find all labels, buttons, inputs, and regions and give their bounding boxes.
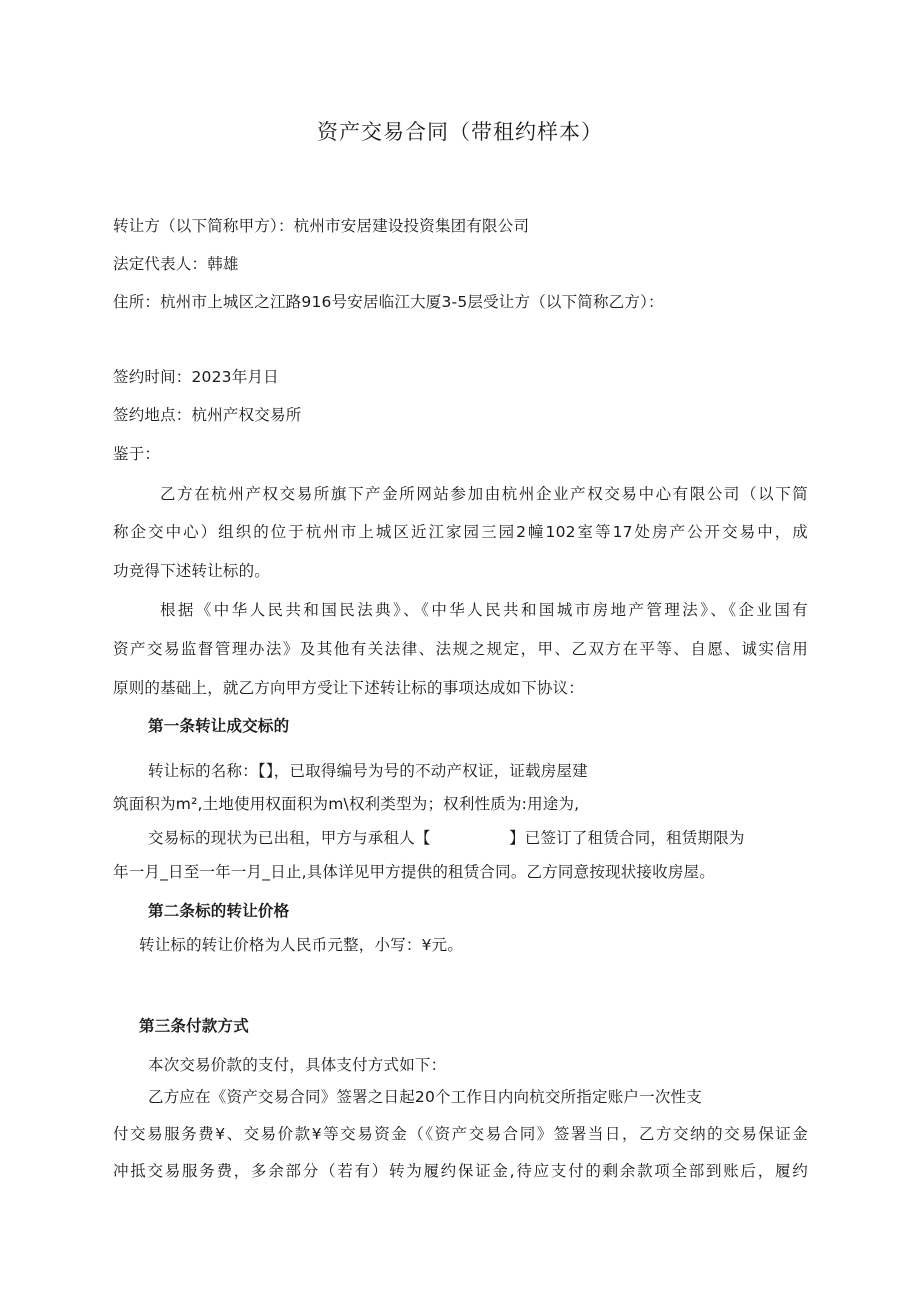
signing-place-line: 签约地点：杭州产权交易所 [113, 406, 302, 424]
preamble-p2-line2: 资产交易监督管理办法》及其他有关法律、法规之规定，甲、乙双方在平等、自愿、诚实信用 [113, 640, 808, 658]
legal-representative-line: 法定代表人：韩雄 [113, 255, 239, 273]
article2-heading: 第二条标的转让价格 [148, 902, 290, 920]
preamble-p1-line3: 功竞得下述转让标的。 [113, 562, 271, 580]
preamble-p2-line3: 原则的基础上，就乙方向甲方受让下述转让标的事项达成如下协议： [113, 679, 585, 697]
article1-line2: 筑面积为m²,土地使用权面积为m\权利类型为；权利性质为:用途为, [113, 795, 580, 813]
signing-time-line: 签约时间：2023年月日 [113, 368, 279, 386]
article1-line3: 交易标的现状为已出租，甲方与承租人【 】已签订了租赁合同，租赁期限为 [148, 829, 745, 847]
article1-line4: 年一月_日至一年一月_日止,具体详见甲方提供的租赁合同。乙方同意按现状接收房屋。 [113, 863, 715, 881]
preamble-p2-line1: 根据《中华人民共和国民法典》、《中华人民共和国城市房地产管理法》、《企业国有 [160, 601, 808, 619]
address-line: 住所：杭州市上城区之江路916号安居临江大厦3-5层受让方（以下简称乙方）： [113, 293, 664, 311]
article3-line1: 本次交易价款的支付，具体支付方式如下： [148, 1056, 447, 1074]
transferor-line: 转让方（以下简称甲方）：杭州市安居建设投资集团有限公司 [113, 217, 530, 235]
article1-line1: 转让标的名称：【】，已取得编号为号的不动产权证，证载房屋建 [148, 762, 588, 780]
article3-line3: 付交易服务费¥、交易价款¥等交易资金（《资产交易合同》签署当日，乙方交纳的交易保证金 [113, 1125, 808, 1143]
article3-heading: 第三条付款方式 [139, 1017, 249, 1035]
article1-heading: 第一条转让成交标的 [148, 717, 290, 735]
preamble-p1-line2: 称企交中心）组织的位于杭州市上城区近江家园三园2幢102室等17处房产公开交易中，成 [113, 523, 808, 541]
whereas-line: 鉴于： [113, 445, 161, 463]
article3-line2: 乙方应在《资产交易合同》签署之日起20个工作日内向杭交所指定账户一次性支 [148, 1088, 702, 1106]
article2-line1: 转让标的转让价格为人民币元整，小写：¥元。 [139, 936, 464, 954]
preamble-p1-line1: 乙方在杭州产权交易所旗下产金所网站参加由杭州企业产权交易中心有限公司（以下简 [160, 485, 808, 503]
article3-line4: 冲抵交易服务费，多余部分（若有）转为履约保证金,待应支付的剩余款项全部到账后，履约 [113, 1162, 808, 1180]
page-title: 资产交易合同（带租约样本） [317, 120, 603, 144]
